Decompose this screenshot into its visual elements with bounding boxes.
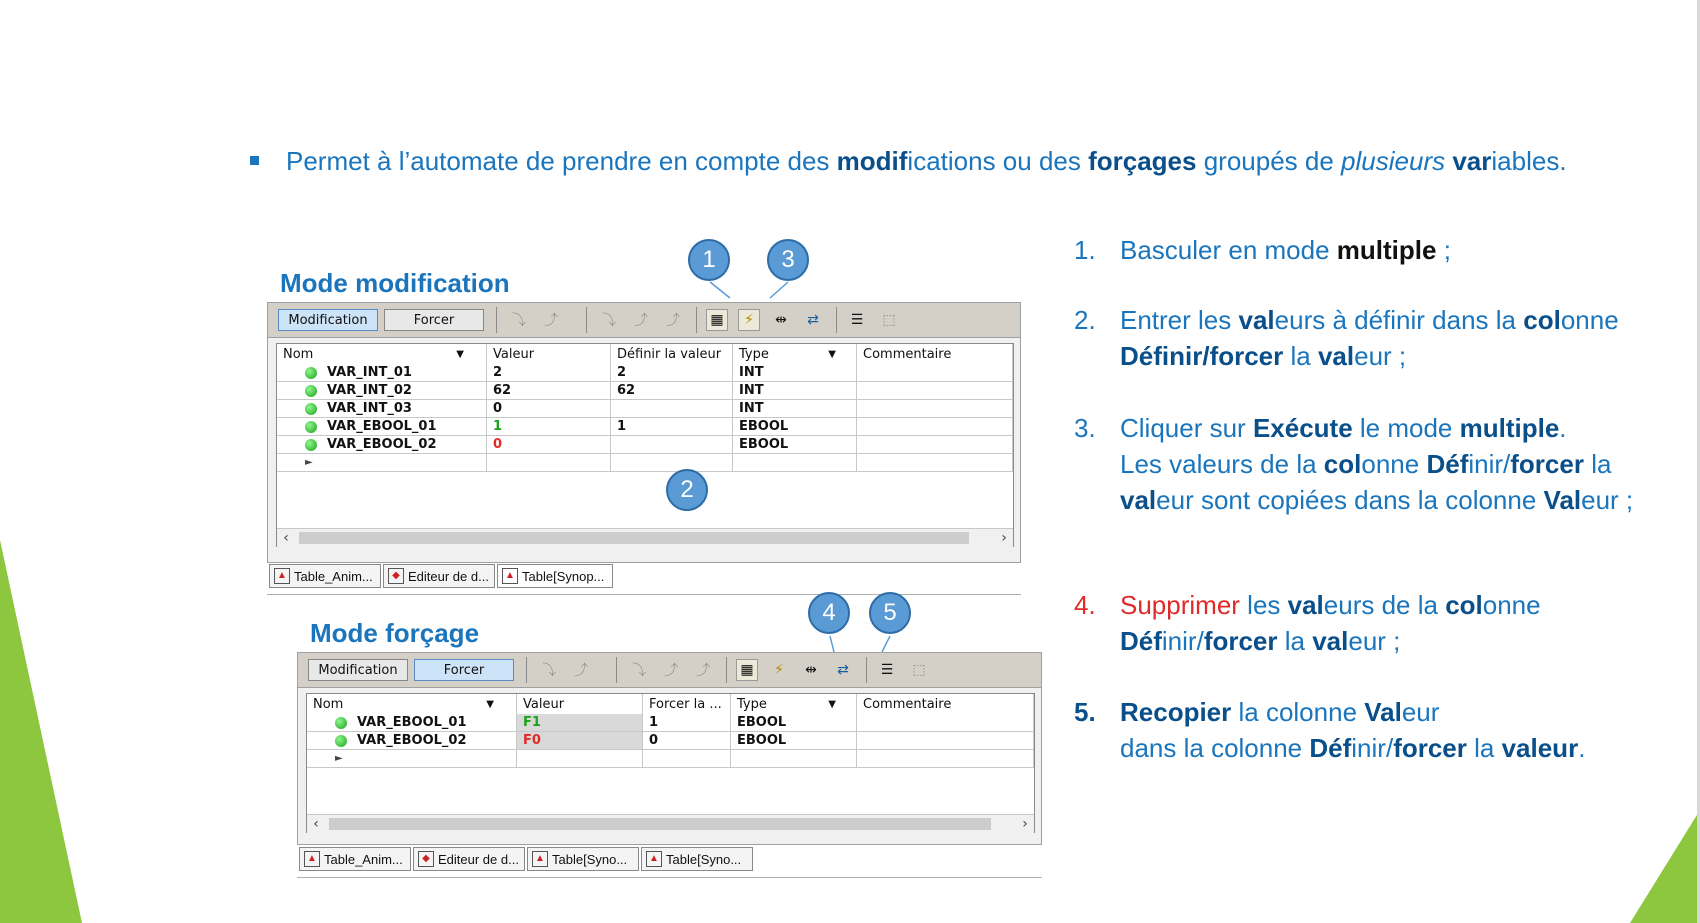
unforce-icon[interactable]: ⤴ xyxy=(696,663,710,679)
column-header-type[interactable] xyxy=(731,694,857,714)
new-row-cell[interactable] xyxy=(487,454,611,472)
table-cell-definir[interactable] xyxy=(611,400,733,418)
step-text: la xyxy=(1283,341,1318,371)
reset-value-icon[interactable]: ⤴ xyxy=(574,663,588,679)
new-row-marker[interactable]: ► xyxy=(307,750,517,768)
step-text: onne xyxy=(1361,449,1427,479)
editor-icon: ◆ xyxy=(388,568,404,584)
step-bold: valeur xyxy=(1501,733,1579,763)
step-text: dans la colonne xyxy=(1120,733,1310,763)
table-cell-forcer[interactable]: 1 xyxy=(643,714,731,732)
reset-value-icon[interactable]: ⤴ xyxy=(544,313,558,329)
table-cell-forcer[interactable]: 0 xyxy=(643,732,731,750)
table-cell-valeur: F0 xyxy=(517,732,643,750)
tab-label: Table_Anim... xyxy=(324,851,403,867)
header-label: Nom xyxy=(283,346,314,362)
table-cell-definir[interactable]: 62 xyxy=(611,382,733,400)
step-text: eur sont copiées dans la colonne xyxy=(1156,485,1544,515)
step-text: Supprimer xyxy=(1120,590,1240,620)
tab-editeur[interactable] xyxy=(383,564,495,588)
table-icon: ▲ xyxy=(274,568,290,584)
new-row-marker[interactable]: ► xyxy=(277,454,487,472)
toolbar-separator xyxy=(586,307,587,333)
scrollbar-thumb[interactable] xyxy=(299,532,969,544)
table-cell-nom xyxy=(277,382,487,400)
step-text: eur ; xyxy=(1348,626,1401,656)
bullet-bold-var: var xyxy=(1452,146,1492,176)
copy-column-icon[interactable]: ⇄ xyxy=(837,662,849,678)
modification-button[interactable]: Modification xyxy=(278,309,378,331)
new-row-cell[interactable] xyxy=(731,750,857,768)
step-number: 1. xyxy=(1074,235,1096,265)
chevron-down-icon[interactable]: ▼ xyxy=(828,348,836,360)
table-cell-definir[interactable] xyxy=(611,436,733,454)
mode-forcage-window xyxy=(297,652,1042,845)
scroll-left-icon[interactable]: ‹ xyxy=(283,530,289,546)
editor-icon: ◆ xyxy=(418,851,434,867)
step-bold: val xyxy=(1120,485,1157,515)
toolbar-separator xyxy=(496,307,497,333)
column-header-nom[interactable] xyxy=(307,694,517,714)
step-2-line-2 xyxy=(1074,338,1406,374)
column-header-nom[interactable] xyxy=(277,344,487,364)
scrollbar-thumb[interactable] xyxy=(329,818,991,830)
table-cell-nom xyxy=(277,400,487,418)
step-4-line-2 xyxy=(1074,623,1400,659)
step-4 xyxy=(1074,587,1541,623)
modification-button[interactable]: Modification xyxy=(308,659,408,681)
status-dot-icon xyxy=(335,717,347,729)
step-text: la xyxy=(1466,733,1502,763)
column-header-commentaire[interactable]: Commentaire xyxy=(857,344,1013,364)
step-text: inir/ xyxy=(1351,733,1394,763)
step-text: Cliquer sur xyxy=(1120,413,1253,443)
toolbar-separator xyxy=(866,657,867,683)
table-cell-valeur: 0 xyxy=(487,436,611,454)
variables-table xyxy=(276,343,1014,547)
align-icon[interactable]: ☰ xyxy=(850,312,864,328)
step-text: eur xyxy=(1401,697,1440,727)
toolbar xyxy=(298,653,1041,688)
table-cell-commentaire xyxy=(857,400,1013,418)
step-bold: Val xyxy=(1364,697,1402,727)
step-text: Les valeurs de la xyxy=(1120,449,1324,479)
step-bold: col xyxy=(1523,305,1561,335)
force-1-icon[interactable]: ⤵ xyxy=(602,313,616,329)
step-text: les xyxy=(1239,590,1288,620)
mode-forcage-title: Mode forçage xyxy=(310,618,480,648)
table-cell-type: INT xyxy=(733,364,857,382)
status-dot-icon xyxy=(305,439,317,451)
new-row-cell[interactable] xyxy=(857,454,1013,472)
step-5-line-2 xyxy=(1074,730,1585,766)
table-cell-nom xyxy=(307,714,517,732)
step-3-line-2 xyxy=(1074,446,1611,482)
step-text: onne xyxy=(1560,305,1619,335)
column-header-commentaire[interactable]: Commentaire xyxy=(857,694,1034,714)
variable-name: VAR_INT_03 xyxy=(327,401,412,416)
force-0-icon[interactable]: ⤴ xyxy=(664,663,678,679)
callout-2: 2 xyxy=(666,469,708,511)
variable-name: VAR_EBOOL_01 xyxy=(357,715,467,730)
table-cell-definir[interactable]: 1 xyxy=(611,418,733,436)
scroll-left-icon[interactable]: ‹ xyxy=(313,816,319,832)
status-dot-icon xyxy=(305,421,317,433)
tab-label: Table_Anim... xyxy=(294,568,373,584)
step-bold: val xyxy=(1317,341,1355,371)
step-number: 3. xyxy=(1074,413,1096,443)
tab-label: Editeur de d... xyxy=(408,568,489,584)
step-bold: forcer xyxy=(1203,626,1278,656)
status-dot-icon xyxy=(305,367,317,379)
step-3 xyxy=(1074,410,1567,446)
header-label: Type xyxy=(739,346,769,362)
header-label: Nom xyxy=(313,696,344,712)
horizontal-scrollbar[interactable] xyxy=(307,814,1034,833)
decorative-green-triangle-left xyxy=(0,540,90,923)
chevron-down-icon[interactable]: ▼ xyxy=(456,348,464,360)
step-text: . xyxy=(1559,413,1567,443)
table-cell-commentaire xyxy=(857,382,1013,400)
step-bold: Exécute xyxy=(1252,413,1353,443)
tab-label: Editeur de d... xyxy=(438,851,519,867)
bullet-part: iables. xyxy=(1491,146,1567,176)
table-cell-valeur: 62 xyxy=(487,382,611,400)
execute-multiple-icon[interactable]: ⚡ xyxy=(774,662,784,678)
table-cell-definir[interactable]: 2 xyxy=(611,364,733,382)
tab-table-synop-2[interactable] xyxy=(641,847,753,871)
tabs-baseline xyxy=(267,594,1021,595)
step-number: 4. xyxy=(1074,590,1096,620)
step-bold: forcer xyxy=(1510,449,1584,479)
table-cell-nom xyxy=(307,732,517,750)
chevron-down-icon[interactable]: ▼ xyxy=(486,698,494,710)
status-dot-icon xyxy=(335,735,347,747)
toolbar-separator xyxy=(696,307,697,333)
bullet-bold-forcages: forçages xyxy=(1088,146,1197,176)
table-cell-type: EBOOL xyxy=(731,732,857,750)
toolbar-separator xyxy=(726,657,727,683)
step-bold: col xyxy=(1445,590,1483,620)
step-bold: Val xyxy=(1543,485,1582,515)
step-text: inir/ xyxy=(1161,626,1204,656)
horizontal-scrollbar[interactable] xyxy=(277,528,1013,547)
tab-table-anim[interactable] xyxy=(269,564,381,588)
force-1-icon[interactable]: ⤵ xyxy=(632,663,646,679)
callout-5: 5 xyxy=(869,592,911,634)
toolbar-separator xyxy=(526,657,527,683)
variable-name: VAR_EBOOL_02 xyxy=(357,733,467,748)
header-label: Type xyxy=(737,696,767,712)
decorative-green-triangle-right xyxy=(1630,810,1700,923)
table-cell-valeur: 1 xyxy=(487,418,611,436)
step-text: . xyxy=(1578,733,1586,763)
tab-table-synop[interactable] xyxy=(497,564,613,588)
callout-1: 1 xyxy=(688,239,730,281)
clear-column-icon[interactable]: ⇹ xyxy=(775,312,787,328)
table-cell-nom xyxy=(277,364,487,382)
bullet-marker xyxy=(250,156,259,165)
document-tabs xyxy=(297,847,1042,873)
step-bold: Déf xyxy=(1309,733,1352,763)
step-bold: forcer xyxy=(1393,733,1467,763)
table-cell-nom xyxy=(277,436,487,454)
step-1 xyxy=(1074,232,1451,268)
table-cell-type: EBOOL xyxy=(733,418,857,436)
column-header-type[interactable] xyxy=(733,344,857,364)
execute-multiple-icon[interactable]: ⚡ xyxy=(738,309,760,331)
toolbar-separator xyxy=(616,657,617,683)
mode-modification-window xyxy=(267,302,1021,563)
table-cell-type: INT xyxy=(733,382,857,400)
scroll-right-icon[interactable]: › xyxy=(1022,816,1028,832)
variables-table xyxy=(306,693,1035,833)
clear-column-icon[interactable]: ⇹ xyxy=(805,662,817,678)
table-cell-type: EBOOL xyxy=(733,436,857,454)
select-icon[interactable]: ⬚ xyxy=(912,662,926,678)
table-cell-commentaire xyxy=(857,418,1013,436)
variable-name: VAR_EBOOL_02 xyxy=(327,437,437,452)
step-bold: val xyxy=(1287,590,1324,620)
multiple-mode-icon[interactable]: ▦ xyxy=(706,309,728,331)
scroll-right-icon[interactable]: › xyxy=(1001,530,1007,546)
tabs-baseline xyxy=(297,877,1042,878)
chevron-down-icon[interactable]: ▼ xyxy=(828,698,836,710)
multiple-mode-icon[interactable]: ▦ xyxy=(736,659,758,681)
table-cell-commentaire xyxy=(857,436,1013,454)
table-cell-valeur: F1 xyxy=(517,714,643,732)
table-cell-commentaire xyxy=(857,714,1034,732)
status-dot-icon xyxy=(305,385,317,397)
table-cell-valeur: 0 xyxy=(487,400,611,418)
forcer-button[interactable]: Forcer xyxy=(414,659,514,681)
step-3-line-3 xyxy=(1074,482,1633,518)
step-bold: Déf xyxy=(1426,449,1469,479)
column-header-valeur[interactable]: Valeur xyxy=(517,694,643,714)
step-text: onne xyxy=(1482,590,1541,620)
table-cell-type: EBOOL xyxy=(731,714,857,732)
tab-label: Table[Syno... xyxy=(552,851,628,867)
step-text: inir/ xyxy=(1468,449,1511,479)
step-text: eurs de la xyxy=(1323,590,1446,620)
tab-table-anim[interactable] xyxy=(299,847,411,871)
set-value-icon[interactable]: ⤵ xyxy=(542,663,556,679)
select-icon[interactable]: ⬚ xyxy=(882,312,896,328)
bullet-italic-plusieurs: plusieurs xyxy=(1341,146,1446,176)
table-cell-type: INT xyxy=(733,400,857,418)
step-bold: val xyxy=(1312,626,1349,656)
unforce-icon[interactable]: ⤴ xyxy=(666,313,680,329)
table-icon: ▲ xyxy=(304,851,320,867)
step-5 xyxy=(1074,694,1439,730)
step-text: la xyxy=(1277,626,1313,656)
variable-name: VAR_INT_02 xyxy=(327,383,412,398)
step-bold: multiple xyxy=(1336,235,1437,265)
toolbar-separator xyxy=(836,307,837,333)
tab-label: Table[Syno... xyxy=(666,851,742,867)
step-text: ; xyxy=(1436,235,1451,265)
force-0-icon[interactable]: ⤴ xyxy=(634,313,648,329)
step-text: eurs à définir dans la xyxy=(1274,305,1524,335)
step-bold: Définir/forcer xyxy=(1120,341,1284,371)
callout-arrows-bottom xyxy=(820,634,900,654)
table-icon: ▲ xyxy=(502,568,518,584)
step-bold: Déf xyxy=(1120,626,1162,656)
table-cell-commentaire xyxy=(857,364,1013,382)
column-header-valeur[interactable]: Valeur xyxy=(487,344,611,364)
tab-table-synop[interactable] xyxy=(527,847,639,871)
bullet-part: ications ou des xyxy=(907,146,1089,176)
toolbar xyxy=(268,303,1020,338)
variable-name: VAR_INT_01 xyxy=(327,365,412,380)
document-tabs xyxy=(267,564,1021,590)
variable-name: VAR_EBOOL_01 xyxy=(327,419,437,434)
tab-editeur[interactable] xyxy=(413,847,525,871)
step-bold: col xyxy=(1323,449,1362,479)
step-text: le mode xyxy=(1352,413,1460,443)
bullet-part: groupés de xyxy=(1196,146,1342,176)
callout-arrows-top xyxy=(700,280,800,300)
step-bold: val xyxy=(1238,305,1275,335)
table-cell-nom xyxy=(277,418,487,436)
step-text: Basculer en mode xyxy=(1120,235,1337,265)
set-value-icon[interactable]: ⤵ xyxy=(512,313,526,329)
step-bold: multiple xyxy=(1459,413,1560,443)
step-bold: Recopier xyxy=(1120,697,1232,727)
bullet-part: Permet à l’automate de prendre en compte des xyxy=(286,146,837,176)
step-2 xyxy=(1074,302,1619,338)
callout-3: 3 xyxy=(767,239,809,281)
new-row-cell[interactable] xyxy=(643,750,731,768)
bullet-bold-modif: modif xyxy=(836,146,908,176)
step-text: eur ; xyxy=(1354,341,1407,371)
step-number: 2. xyxy=(1074,305,1096,335)
column-header-definir[interactable]: Définir la valeur xyxy=(611,344,733,364)
step-text: eur ; xyxy=(1581,485,1634,515)
new-row-cell[interactable] xyxy=(733,454,857,472)
new-row-cell[interactable] xyxy=(857,750,1034,768)
copy-column-icon[interactable]: ⇄ xyxy=(807,312,819,328)
intro-bullet xyxy=(286,146,1567,177)
table-cell-valeur: 2 xyxy=(487,364,611,382)
table-icon: ▲ xyxy=(646,851,662,867)
new-row-cell[interactable] xyxy=(517,750,643,768)
tab-label: Table[Synop... xyxy=(522,568,605,584)
align-icon[interactable]: ☰ xyxy=(880,662,894,678)
step-text: la xyxy=(1583,449,1612,479)
step-number: 5. xyxy=(1074,697,1096,727)
table-icon: ▲ xyxy=(532,851,548,867)
column-header-forcer[interactable]: Forcer la ... xyxy=(643,694,731,714)
mode-modification-title: Mode modification xyxy=(280,268,510,298)
step-text: Entrer les xyxy=(1120,305,1239,335)
new-row-cell[interactable] xyxy=(611,454,733,472)
step-text: la colonne xyxy=(1231,697,1365,727)
forcer-button[interactable]: Forcer xyxy=(384,309,484,331)
status-dot-icon xyxy=(305,403,317,415)
callout-4: 4 xyxy=(808,592,850,634)
table-cell-commentaire xyxy=(857,732,1034,750)
